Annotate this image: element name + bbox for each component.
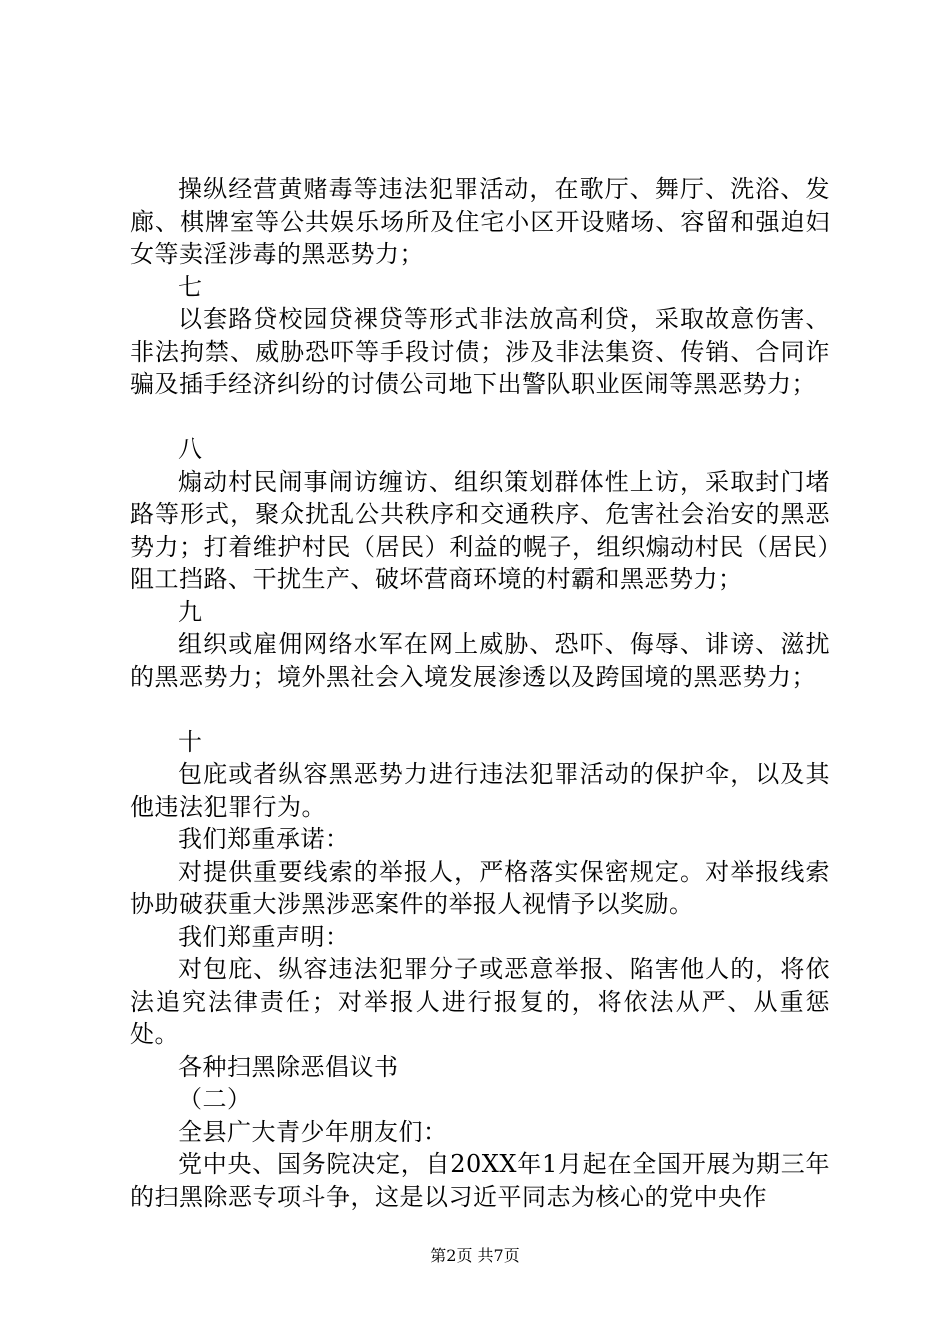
page-footer: 第2页 共7页 <box>430 1246 520 1265</box>
section-title: 各种扫黑除恶倡议书 <box>178 1052 399 1081</box>
salutation: 全县广大青少年朋友们： <box>178 1117 448 1146</box>
paragraph-online-threats: 组织或雇佣网络水军在网上威胁、恐吓、侮辱、诽谤、滋扰的黑恶势力；境外黑社会入境发展渗透以及跨国境的黑恶势力； <box>130 630 830 691</box>
paragraph-intro: 党中央、国务院决定，自20XX年1月起在全国开展为期三年的扫黑除恶专项斗争，这是以习近平同志为核心的党中央作 <box>130 1150 830 1211</box>
blank-line <box>130 693 830 726</box>
item-number-ten: 十 <box>178 727 203 756</box>
paragraph-declaration: 对包庇、纵容违法犯罪分子或恶意举报、陷害他人的，将依法追究法律责任；对举报人进行报复的，将依法从严、从重惩处。 <box>130 955 830 1048</box>
heading-declaration: 我们郑重声明： <box>178 922 350 951</box>
item-number-eight: 八 <box>178 435 203 463</box>
paragraph-entertainment-crimes: 操纵经营黄赌毒等违法犯罪活动，在歌厅、舞厅、洗浴、发廊、棋牌室等公共娱乐场所及住宅小区开设赌场、容留和强迫妇女等卖淫涉毒的黑恶势力； <box>130 175 830 268</box>
paragraph-commitment: 对提供重要线索的举报人，严格落实保密规定。对举报线索协助破获重大涉黑涉恶案件的举报人视情予以奖励。 <box>130 857 830 918</box>
heading-commitment: 我们郑重承诺： <box>178 825 350 853</box>
item-number-seven: 七 <box>178 272 203 301</box>
blank-line <box>130 401 830 434</box>
item-number-nine: 九 <box>178 597 203 626</box>
paragraph-village-disturbance: 煽动村民闹事闹访缠访、组织策划群体性上访，采取封门堵路等形式，聚众扰乱公共秩序和交通秩序、危害社会治安的黑恶势力；打着维护村民（居民）利益的幌子，组织煽动村民（居民）阻工挡路、干扰生产、破坏营商环境的村霸和黑恶势力； <box>130 467 830 593</box>
document-body <box>130 173 830 1213</box>
paragraph-protective-umbrella: 包庇或者纵容黑恶势力进行违法犯罪活动的保护伞，以及其他违法犯罪行为。 <box>130 760 830 821</box>
section-number: （二） <box>178 1085 252 1113</box>
paragraph-illegal-lending: 以套路贷校园贷裸贷等形式非法放高利贷，采取故意伤害、非法拘禁、威胁恐吓等手段讨债；涉及非法集资、传销、合同诈骗及插手经济纠纷的讨债公司地下出警队职业医闹等黑恶势力； <box>130 305 830 398</box>
